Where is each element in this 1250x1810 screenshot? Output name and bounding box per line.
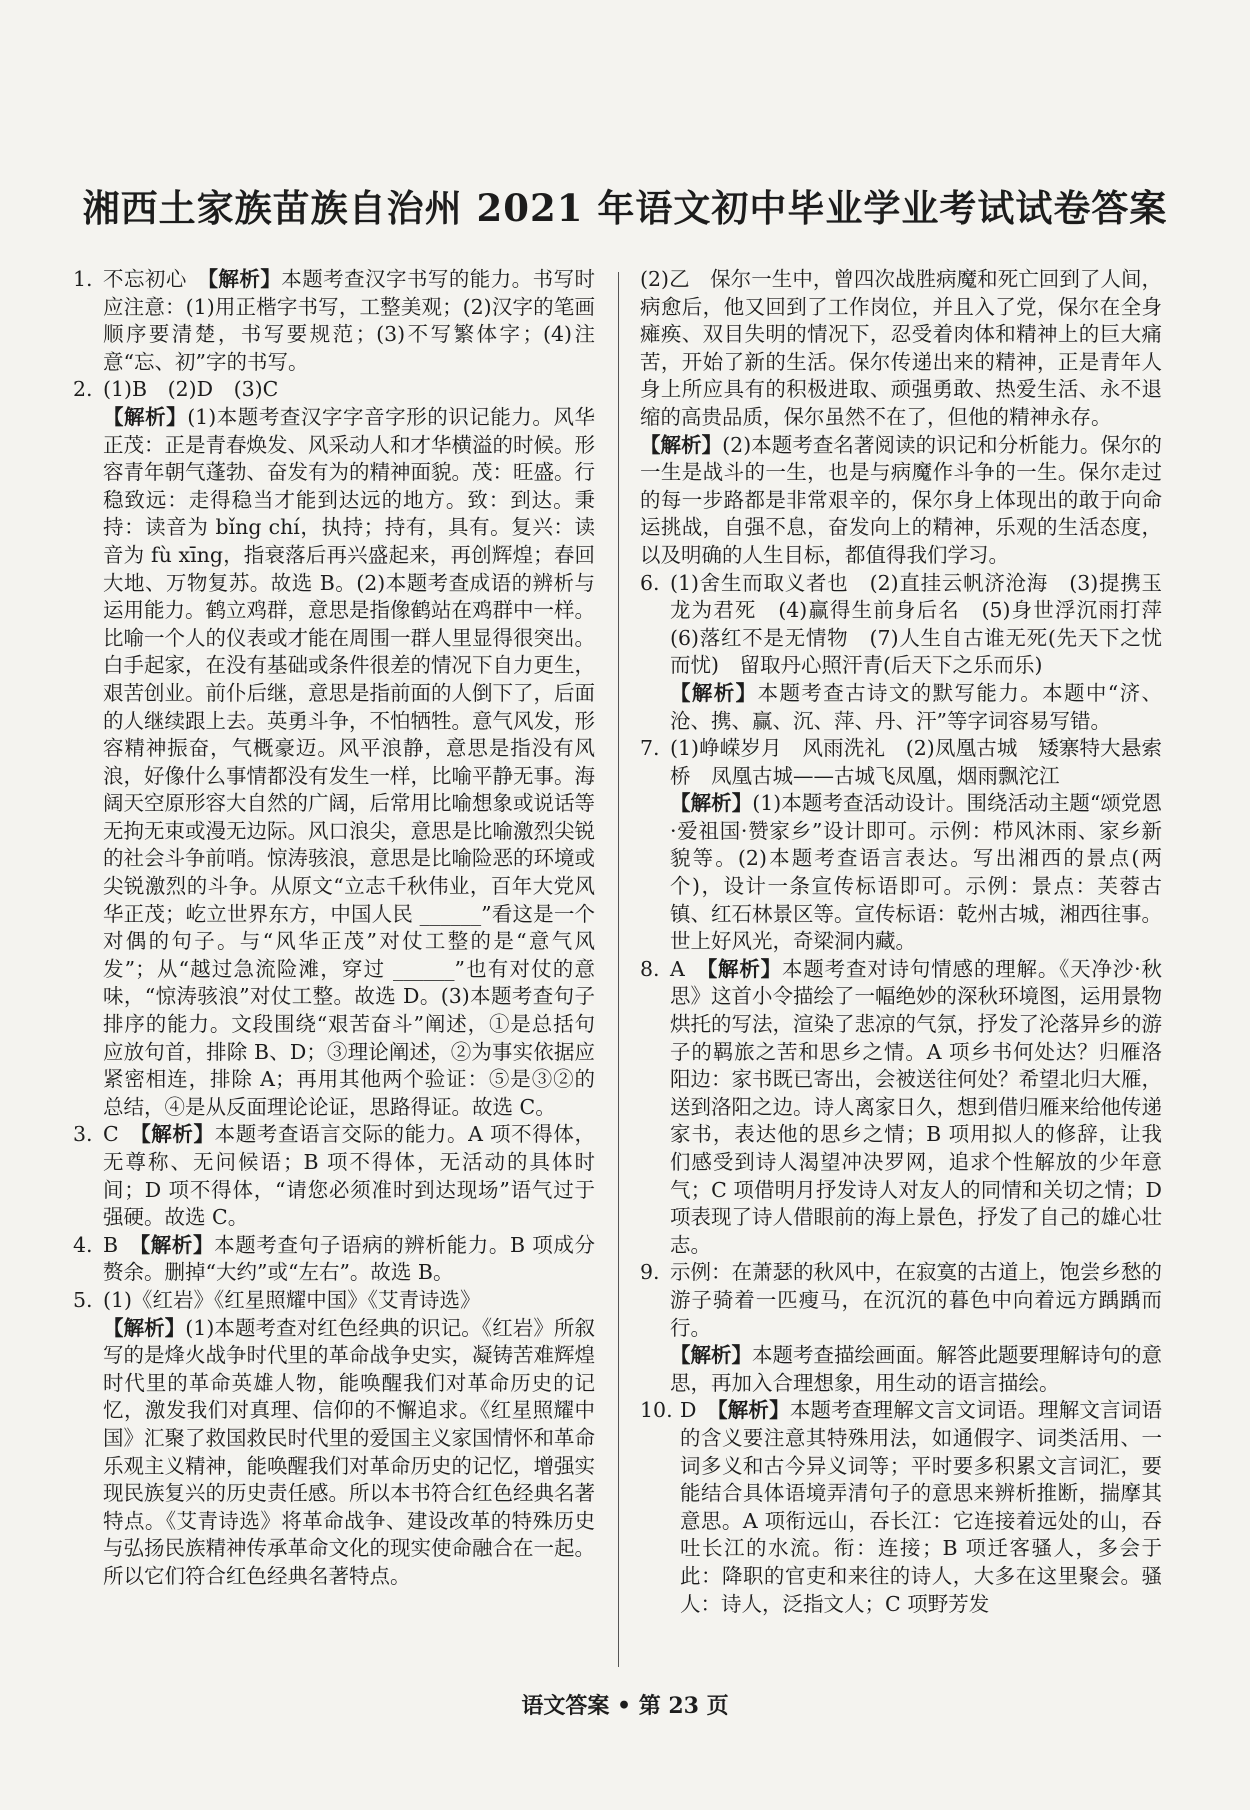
answer-text: 示例：在萧瑟的秋风中，在寂寞的古道上，饱尝乡愁的游子骑着一匹瘦马，在沉沉的暮色中向着远方踽踽而行。 xyxy=(670,1260,1162,1340)
answer-item-5-continued: (2)乙 保尔一生中，曾四次战胜病魔和死亡回到了人间，病愈后，他又回到了工作岗位，并且入了党，保尔在全身瘫痪、双目失明的情况下，忍受着肉体和精神上的巨大痛苦，开始了新的生活。保尔传递出来的精神，正是青年人身上所应具有的积极进取、顽强勇敢、热爱生活、永不退缩的高贵品质，保尔虽然不在了，但他的精神永存。 xyxy=(640,267,1162,429)
analysis-tag: 【解析】 xyxy=(140,1122,215,1147)
analysis-text: (1)本题考查对红色经典的识记。《红岩》所叙写的是烽火战争时代里的革命战争史实，凝铸苦难辉煌时代里的革命英雄人物，能唤醒我们对革命历史的记忆，激发我们对真理、信仰的不懈追求。《红星照耀中国》汇聚了救国救民时代里的爱国主义家国情怀和革命乐观主义精神，能唤醒我们对革命历史的记忆，增强实现民族复兴的历史责任感。所以本书符合红色经典名著特点。《艾青诗选》将革命战争、建设改革的特殊历史与弘扬民族精神传承革命文化的现实使命融合在一起。所以它们符合红色经典名著特点。 xyxy=(103,1315,595,1588)
analysis-tag: 【解析】 xyxy=(103,1315,186,1340)
analysis-tag: 【解析】 xyxy=(670,791,753,816)
answer-text: A xyxy=(670,956,707,981)
analysis-tag: 【解析】 xyxy=(640,432,723,457)
answer-item-10 xyxy=(640,1397,1162,1618)
analysis-block-6 xyxy=(640,680,1162,735)
item-number: 9. xyxy=(640,1260,660,1285)
analysis-text: 本题考查汉字书写的能力。书写时应注意：(1)用正楷字书写，工整美观；(2)汉字的笔画顺序要清楚，书写要规范；(3)不写繁体字；(4)注意“忘、初”字的书写。 xyxy=(103,267,596,374)
item-number: 1. xyxy=(73,267,93,291)
answer-text: C xyxy=(103,1122,141,1147)
answer-item-2 xyxy=(73,376,595,404)
item-number: 5. xyxy=(73,1287,93,1312)
item-number: 3. xyxy=(73,1122,93,1147)
answer-item-6 xyxy=(640,570,1183,680)
answer-text: (1)舍生而取义者也 (2)直挂云帆济沧海 (3)提携玉龙为君死 (4)赢得生前身后名 (5)身世浮沉雨打萍 (6)落红不是无情物 (7)人生自古谁无死(先天下之忧而忧) 留取丹心照汗青(后天下之乐而乐) xyxy=(670,570,1183,678)
column-divider xyxy=(618,272,619,1667)
item-number: 10. xyxy=(640,1398,673,1423)
analysis-tag: 【解析】 xyxy=(139,1232,215,1257)
answer-item-9 xyxy=(640,1259,1162,1342)
analysis-block-9 xyxy=(640,1342,1162,1397)
answer-text: (1)《红岩》《红星照耀中国》《艾青诗选》 xyxy=(103,1287,481,1312)
answer-item-1 xyxy=(73,266,595,376)
analysis-text: (1)本题考查活动设计。围绕活动主题“颂党恩·爱祖国·赞家乡”设计即可。示例：栉风沐雨、家乡新貌等。(2)本题考查语言表达。写出湘西的景点(两个)，设计一条宣传标语即可。示例：景点：芙蓉古镇、红石林景区等。宣传标语：乾州古城，湘西往事。世上好风光，奇梁洞内藏。 xyxy=(670,791,1162,954)
answer-text: (1)峥嵘岁月 风雨洗礼 (2)凤凰古城 矮寨特大悬索桥 凤凰古城——古城飞凤凰，烟雨飘沱江 xyxy=(670,736,1162,788)
analysis-text: (1)本题考查汉字字音字形的识记能力。风华正茂：正是青春焕发、风采动人和才华横溢的时候。形容青年朝气蓬勃、奋发有为的精神面貌。茂：旺盛。行稳致远：走得稳当才能到达远的地方。致：到达。秉持：读音为 bǐng chí，执持；持有，具有。复兴：读音为 fù xīng，指衰落后再兴盛起来，再创辉煌；春回大地、万物复苏。故选 B。(2)本题考查成语的辨析与运用能力。鹤立鸡群，意思是指像鹤站在鸡群中一样。比喻一个人的仪表或才能在周围一群人里显得很突出。白手起家，在没有基础或条件很差的情况下自力更生，艰苦创业。前仆后继，意思是指前面的人倒下了，后面的人继续跟上去。英勇斗争，不怕牺牲。意气风发，形容精神振奋，气概豪迈。风平浪静，意思是指没有风浪，好像什么事情都没有发生一样，比喻平静无事。海阔天空原形容大自然的广阔，后常用比喻想象或说话等无拘无束或漫无边际。风口浪尖，意思是比喻激烈尖锐的社会斗争前哨。惊涛骇浪，意思是比喻险恶的环境或尖锐激烈的斗争。从原文“立志千秋伟业，百年大党风华正茂；屹立世界东方，中国人民 ______”看这是一个对偶的句子。与“风华正茂”对仗工整的是“意气风发”；从“越过急流险滩，穿过 ______”也有对仗的意味，“惊涛骇浪”对仗工整。故选 D。(3)本题考查句子排序的能力。文段围绕“艰苦奋斗”阐述，①是总括句应放句首，排除 B、D；③理论阐述，②为事实依据应紧密相连，排除 A；再用其他两个验证：⑤是③②的总结，④是从反面理论论证，思路得证。故选 C。 xyxy=(103,404,596,1119)
analysis-text: 本题考查句子语病的辨析能力。B 项成分赘余。删掉“大约”或“左右”。故选 B。 xyxy=(103,1232,595,1285)
analysis-tag: 【解析】 xyxy=(103,404,188,429)
analysis-text: 本题考查对诗句情感的理解。《天净沙·秋思》这首小令描绘了一幅绝妙的深秋环境图，运用景物烘托的写法，渲染了悲凉的气氛，抒发了沦落异乡的游子的羁旅之苦和思乡之情。A 项乡书何处达？归雁洛阳边：家书既已寄出，会被送往何处？希望北归大雁，送到洛阳之边。诗人离家日久，想到借归雁来给他传递家书，表达他的思乡之情；B 项用拟人的修辞，让我们感受到诗人渴望冲决罗网，追求个性解放的少年意气；C 项借明月抒发诗人对友人的同情和关切之情；D 项表现了诗人借眼前的海上景色，抒发了自己的雄心壮志。 xyxy=(670,956,1163,1257)
item-number: 6. xyxy=(640,570,660,595)
answer-text: B xyxy=(103,1232,140,1257)
analysis-tag: 【解析】 xyxy=(717,1398,790,1423)
analysis-tag: 【解析】 xyxy=(207,267,282,291)
analysis-text: 本题考查描绘画面。解答此题要理解诗句的意思，再加入合理想象，用生动的语言描绘。 xyxy=(670,1343,1162,1395)
answer-text: (1)B (2)D (3)C xyxy=(103,377,279,402)
item-number: 7. xyxy=(640,736,660,761)
analysis-text: 本题考查理解文言文词语。理解文言词语的含义要注意其特殊用法，如通假字、词类活用、一词多义和古今异义词等；平时要多积累文言词汇，要能结合具体语境弄清句子的意思来辨析推断，揣摩其意思。A 项衔远山，吞长江：它连接着远处的山，吞吐长江的水流。衔：连接；B 项迁客骚人，多会于此：降职的官吏和来往的诗人，大多在这里聚会。骚人：诗人，泛指文人；C 项野芳发 xyxy=(680,1398,1162,1616)
answer-text: D xyxy=(680,1398,718,1423)
answer-item-8 xyxy=(640,956,1162,1260)
answer-item-5 xyxy=(73,1287,595,1315)
item-number: 8. xyxy=(640,956,660,981)
page-title: 湘西土家族苗族自治州 2021 年语文初中毕业学业考试试卷答案 xyxy=(82,186,1168,230)
item-number: 2. xyxy=(73,377,93,402)
analysis-text: (2)本题考查名著阅读的识记和分析能力。保尔的一生是战斗的一生，也是与病魔作斗争的一生。保尔走过的每一步路都是非常艰辛的，保尔身上体现出的敢于向命运挑战，自强不息，奋发向上的精神，乐观的生活态度，以及明确的人生目标，都值得我们学习。 xyxy=(640,432,1163,567)
answer-text: 不忘初心 xyxy=(103,267,208,291)
answer-item-3 xyxy=(73,1121,595,1231)
answer-item-7 xyxy=(640,735,1162,790)
right-column xyxy=(640,266,1183,1618)
analysis-tag: 【解析】 xyxy=(670,680,758,705)
page-footer: 语文答案 • 第 23 页 xyxy=(521,1693,729,1719)
analysis-text: 本题考查语言交际的能力。A 项不得体，无尊称、无问候语；B 项不得体，无活动的具体时间；D 项不得体，“请您必须准时到达现场”语气过于强硬。故选 C。 xyxy=(103,1122,596,1230)
analysis-tag: 【解析】 xyxy=(670,1343,752,1368)
analysis-block-5-continued xyxy=(640,432,1162,570)
left-column xyxy=(73,266,595,1591)
analysis-text: 本题考查古诗文的默写能力。本题中“济、沧、携、赢、沉、萍、丹、汗”等字词容易写错。 xyxy=(670,680,1163,733)
analysis-block-2 xyxy=(73,404,595,1121)
answer-item-4 xyxy=(73,1232,595,1287)
analysis-tag: 【解析】 xyxy=(706,956,782,981)
item-number: 4. xyxy=(73,1232,93,1257)
analysis-block-7 xyxy=(640,790,1162,956)
analysis-block-5 xyxy=(73,1315,595,1591)
